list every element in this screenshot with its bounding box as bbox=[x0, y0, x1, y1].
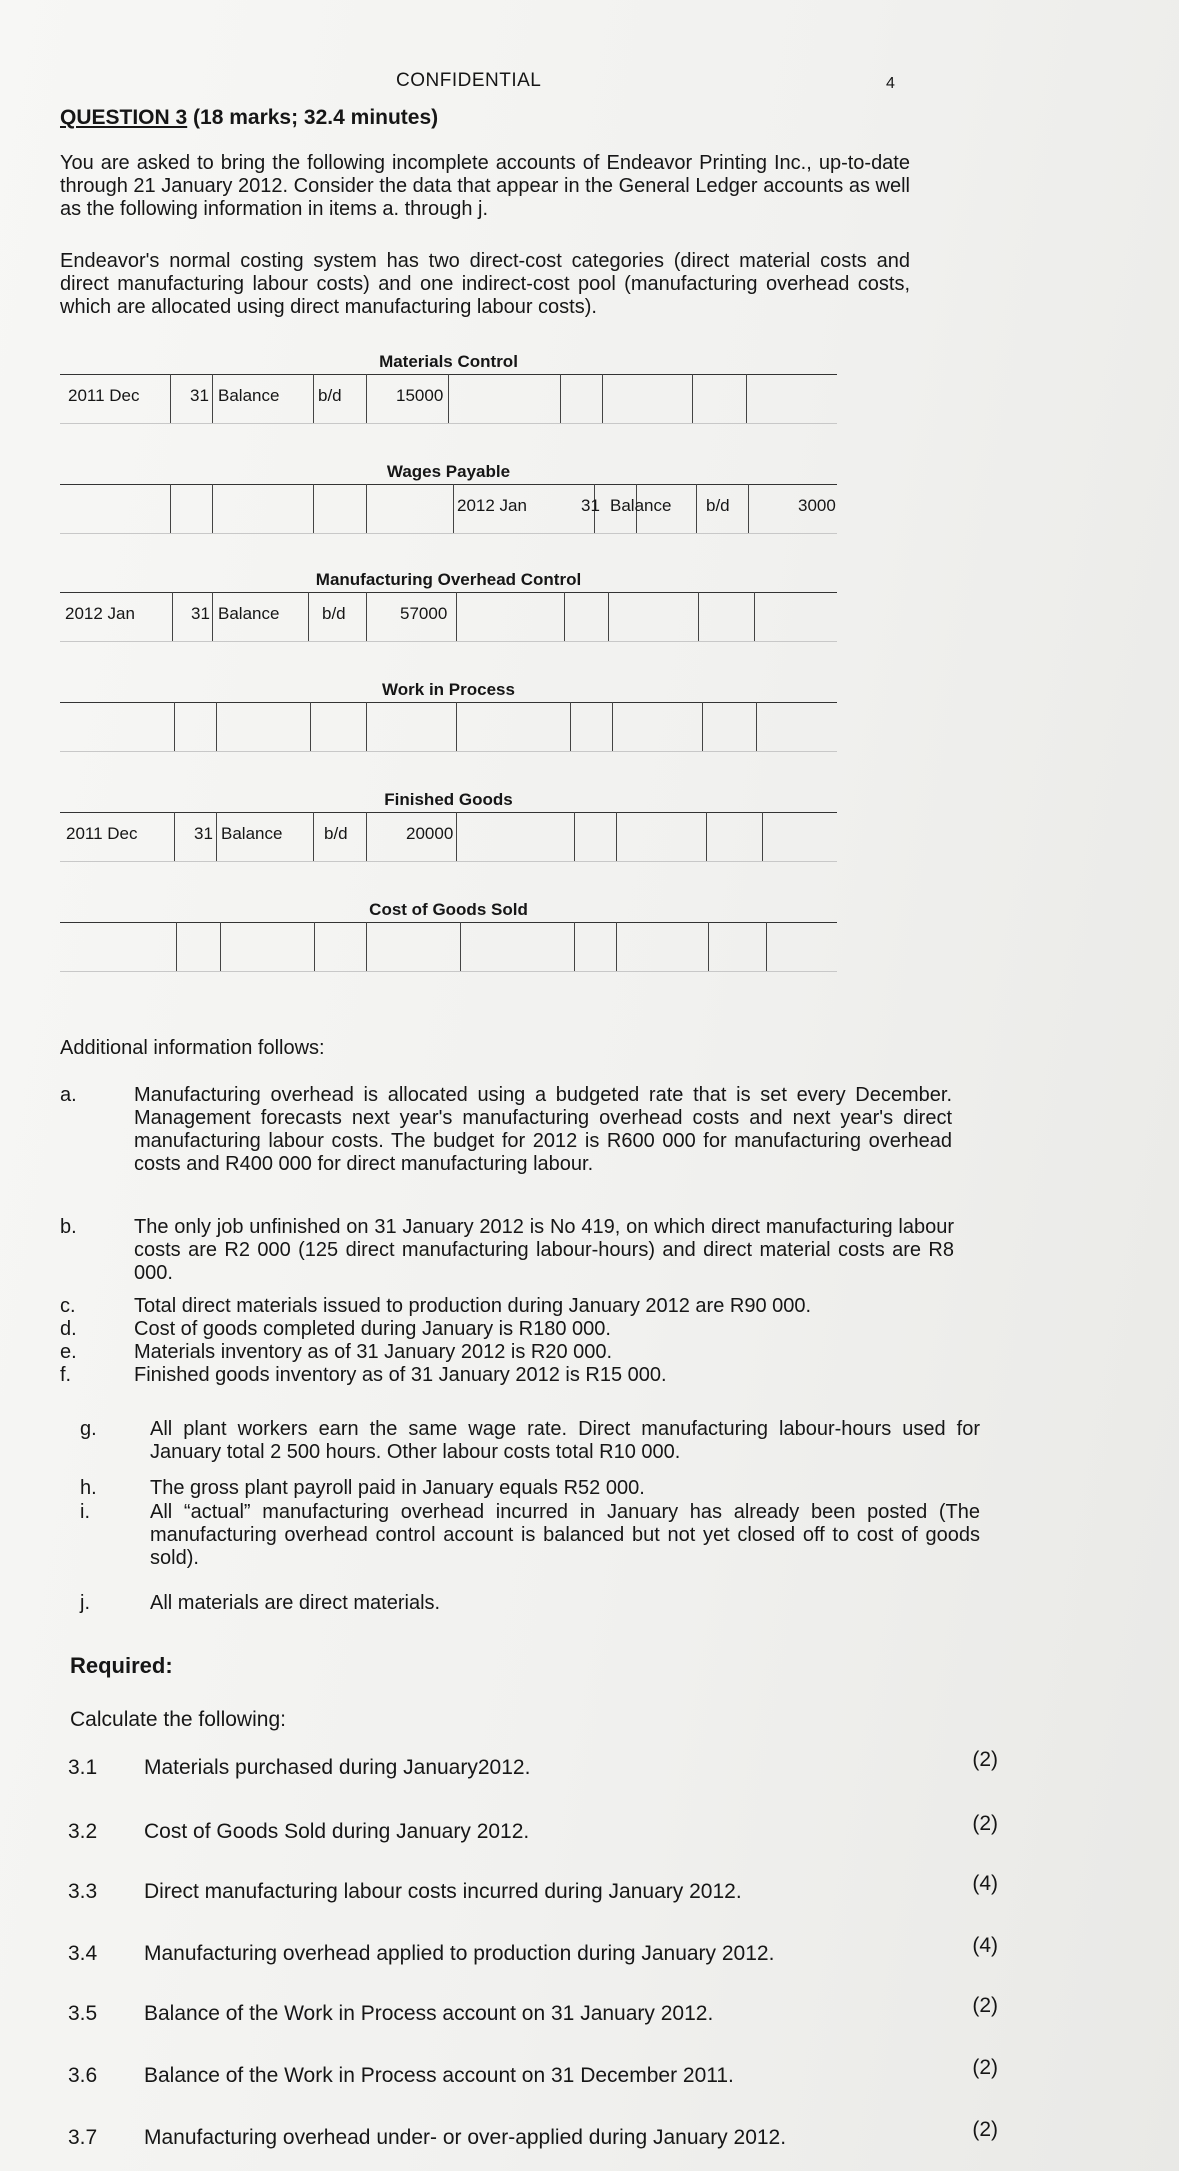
question-marks: (2) bbox=[972, 2056, 998, 2079]
item-text: All materials are direct materials. bbox=[150, 1592, 441, 1614]
ledger-column-line bbox=[560, 374, 561, 424]
ledger-column-line bbox=[460, 922, 461, 972]
ledger-column-line bbox=[314, 922, 315, 972]
item-label: g. bbox=[80, 1418, 97, 1440]
ledger-rule bbox=[60, 484, 837, 485]
question-3-3 bbox=[68, 1872, 998, 1908]
ledger-finished-goods bbox=[60, 790, 837, 862]
item-text: Manufacturing overhead is allocated using a budgeted rate that is set every December. Management forecasts next year's manufacturing overhead costs and next year's direct manufacturing labour costs. The budget for 2012 is R600 000 for manufacturing overhead costs and R400 000 for direct manufacturing labour. bbox=[134, 1084, 952, 1175]
question-num: 3.5 bbox=[68, 2002, 98, 2025]
ledger-column-line bbox=[212, 484, 213, 534]
question-text: Manufacturing overhead under- or over-applied during January 2012. bbox=[144, 2126, 787, 2149]
ledger-column-line bbox=[754, 592, 755, 642]
item-text: The only job unfinished on 31 January 2012 is No 419, on which direct manufacturing labour costs are R2 000 (125 direct manufacturing labour-hours) and direct material costs are R8 000. bbox=[134, 1216, 954, 1284]
ledger-column-line bbox=[456, 702, 457, 752]
ledger-column-line bbox=[456, 592, 457, 642]
ledger-title: Finished Goods bbox=[384, 790, 513, 809]
ledger-title: Wages Payable bbox=[386, 462, 511, 481]
ledger-rule bbox=[60, 812, 837, 813]
page-number: 4 bbox=[886, 75, 895, 92]
question-number: QUESTION 3 bbox=[60, 106, 188, 129]
question-marks: (4) bbox=[972, 1872, 998, 1895]
ledger-column-line bbox=[702, 702, 703, 752]
ledger-column-line bbox=[212, 592, 213, 642]
additional-info-heading: Additional information follows: bbox=[60, 1037, 325, 1059]
question-marks: (2) bbox=[972, 1748, 998, 1771]
ledger-manufacturing-overhead-control bbox=[60, 570, 837, 642]
intro-paragraph: You are asked to bring the following incomplete accounts of Endeavor Printing Inc., up-to-date through 21 January 2012. Consider the data that appear in the General Ledger accounts as well as the following information in items a. through j. bbox=[60, 152, 910, 220]
ledger-column-line bbox=[616, 922, 617, 972]
item-label: d. bbox=[60, 1318, 77, 1340]
ledger-column-line bbox=[746, 374, 747, 424]
ledger-column-line bbox=[216, 812, 217, 862]
required-heading: Required: bbox=[70, 1653, 173, 1678]
ledger-column-line bbox=[310, 702, 311, 752]
ledger-day: 31 bbox=[581, 496, 600, 515]
ledger-column-line bbox=[216, 702, 217, 752]
question-text: Balance of the Work in Process account on 31 December 2011. bbox=[144, 2064, 734, 2087]
question-num: 3.1 bbox=[68, 1756, 98, 1779]
ledger-column-line bbox=[762, 812, 763, 862]
question-text: Direct manufacturing labour costs incurred during January 2012. bbox=[144, 1880, 742, 1903]
question-title bbox=[60, 106, 438, 130]
ledger-column-line bbox=[212, 374, 213, 424]
question-3-6 bbox=[68, 2056, 998, 2092]
ledger-title: Manufacturing Overhead Control bbox=[315, 570, 582, 589]
ledger-column-line bbox=[313, 484, 314, 534]
question-marks: (2) bbox=[972, 1994, 998, 2017]
question-marks: (2) bbox=[972, 2118, 998, 2141]
ledger-column-line bbox=[172, 592, 173, 642]
ledger-column-line bbox=[616, 812, 617, 862]
ledger-column-line bbox=[708, 922, 709, 972]
question-3-5 bbox=[68, 1994, 998, 2030]
ledger-cost-of-goods-sold bbox=[60, 900, 837, 972]
question-3-1 bbox=[68, 1748, 998, 1784]
ledger-column-line bbox=[366, 922, 367, 972]
ledger-folio: b/d bbox=[318, 386, 342, 405]
item-text: Finished goods inventory as of 31 January 2012 is R15 000. bbox=[134, 1364, 667, 1386]
question-meta: (18 marks; 32.4 minutes) bbox=[187, 106, 439, 129]
ledger-column-line bbox=[174, 812, 175, 862]
item-text: Materials inventory as of 31 January 2012 is R20 000. bbox=[134, 1341, 613, 1363]
question-num: 3.7 bbox=[68, 2126, 98, 2149]
ledger-column-line bbox=[706, 812, 707, 862]
ledger-column-line bbox=[308, 592, 309, 642]
ledger-column-line bbox=[602, 374, 603, 424]
ledger-description: Balance bbox=[218, 604, 280, 623]
ledger-title: Cost of Goods Sold bbox=[369, 900, 528, 919]
question-3-2 bbox=[68, 1812, 998, 1848]
ledger-column-line bbox=[766, 922, 767, 972]
question-text: Materials purchased during January2012. bbox=[144, 1756, 531, 1779]
item-label: j. bbox=[80, 1592, 90, 1614]
ledger-column-line bbox=[174, 702, 175, 752]
ledger-rule bbox=[60, 702, 837, 703]
ledger-day: 31 bbox=[194, 824, 213, 843]
ledger-bottom-line bbox=[60, 751, 837, 752]
ledger-column-line bbox=[574, 812, 575, 862]
ledger-column-line bbox=[220, 922, 221, 972]
costing-paragraph: Endeavor's normal costing system has two direct-cost categories (direct material costs and direct manufacturing labour costs) and one indirect-cost pool (manufacturing overhead costs, which are allocated using direct manufacturing labour costs). bbox=[60, 250, 910, 318]
item-label: e. bbox=[60, 1341, 77, 1363]
ledger-title: Work in Process bbox=[382, 680, 515, 699]
item-label: a. bbox=[60, 1084, 77, 1106]
ledger-title: Materials Control bbox=[379, 352, 518, 371]
item-text: The gross plant payroll paid in January equals R52 000. bbox=[150, 1477, 645, 1499]
question-num: 3.2 bbox=[68, 1820, 98, 1843]
question-num: 3.4 bbox=[68, 1942, 98, 1965]
ledger-day: 31 bbox=[190, 386, 209, 405]
ledger-materials-control bbox=[60, 352, 837, 424]
ledger-description: Balance bbox=[610, 496, 672, 515]
item-label: c. bbox=[60, 1295, 76, 1317]
ledger-folio: b/d bbox=[324, 824, 348, 843]
ledger-amount: 57000 bbox=[400, 604, 448, 623]
question-3-4 bbox=[68, 1934, 998, 1970]
question-text: Balance of the Work in Process account on 31 January 2012. bbox=[144, 2002, 714, 2025]
ledger-column-line bbox=[366, 484, 367, 534]
ledger-column-line bbox=[570, 702, 571, 752]
ledger-day: 31 bbox=[191, 604, 210, 623]
question-num: 3.6 bbox=[68, 2064, 98, 2087]
ledger-amount: 15000 bbox=[396, 386, 444, 405]
ledger-column-line bbox=[366, 374, 367, 424]
ledger-date: 2011 Dec bbox=[66, 824, 138, 843]
ledger-column-line bbox=[170, 484, 171, 534]
question-3-7 bbox=[68, 2118, 998, 2154]
item-label: f. bbox=[60, 1364, 72, 1386]
item-text: All “actual” manufacturing overhead incurred in January has already been posted (The manufacturing overhead control account is balanced but not yet closed off to cost of goods sold). bbox=[150, 1501, 980, 1569]
ledger-column-line bbox=[608, 592, 609, 642]
ledger-column-line bbox=[612, 702, 613, 752]
ledger-date: 2012 Jan bbox=[65, 604, 135, 623]
item-text: All plant workers earn the same wage rate. Direct manufacturing labour-hours used for January total 2 500 hours. Other labour costs total R10 000. bbox=[150, 1418, 980, 1463]
confidential-header: CONFIDENTIAL bbox=[396, 70, 542, 91]
ledger-column-line bbox=[696, 484, 697, 534]
ledger-amount: 3000 bbox=[798, 496, 836, 515]
ledger-column-line bbox=[453, 484, 454, 534]
ledger-column-line bbox=[176, 922, 177, 972]
item-label: h. bbox=[80, 1477, 97, 1499]
ledger-column-line bbox=[564, 592, 565, 642]
question-marks: (2) bbox=[972, 1812, 998, 1835]
ledger-column-line bbox=[698, 592, 699, 642]
ledger-column-line bbox=[366, 702, 367, 752]
ledger-column-line bbox=[366, 812, 367, 862]
ledger-column-line bbox=[313, 374, 314, 424]
ledger-date: 2012 Jan bbox=[457, 496, 527, 515]
ledger-description: Balance bbox=[218, 386, 280, 405]
ledger-work-in-process bbox=[60, 680, 837, 752]
ledger-bottom-line bbox=[60, 861, 837, 862]
ledger-column-line bbox=[748, 484, 749, 534]
question-text: Cost of Goods Sold during January 2012. bbox=[144, 1820, 530, 1843]
calculate-instruction: Calculate the following: bbox=[70, 1708, 286, 1731]
ledger-amount: 20000 bbox=[406, 824, 454, 843]
item-label: b. bbox=[60, 1216, 77, 1238]
question-text: Manufacturing overhead applied to production during January 2012. bbox=[144, 1942, 775, 1965]
item-text: Total direct materials issued to production during January 2012 are R90 000. bbox=[134, 1295, 812, 1317]
ledger-description: Balance bbox=[221, 824, 283, 843]
ledger-rule bbox=[60, 592, 837, 593]
ledger-column-line bbox=[574, 922, 575, 972]
ledger-column-line bbox=[756, 702, 757, 752]
ledger-bottom-line bbox=[60, 533, 837, 534]
ledger-folio: b/d bbox=[322, 604, 346, 623]
ledger-bottom-line bbox=[60, 971, 837, 972]
item-text: Cost of goods completed during January is R180 000. bbox=[134, 1318, 611, 1340]
ledger-column-line bbox=[456, 812, 457, 862]
ledger-column-line bbox=[313, 812, 314, 862]
ledger-bottom-line bbox=[60, 641, 837, 642]
question-marks: (4) bbox=[972, 1934, 998, 1957]
ledger-bottom-line bbox=[60, 423, 837, 424]
ledger-column-line bbox=[692, 374, 693, 424]
ledger-folio: b/d bbox=[706, 496, 730, 515]
ledger-column-line bbox=[366, 592, 367, 642]
question-num: 3.3 bbox=[68, 1880, 98, 1903]
ledger-column-line bbox=[448, 374, 449, 424]
ledger-wages-payable bbox=[60, 462, 837, 534]
ledger-column-line bbox=[170, 374, 171, 424]
item-label: i. bbox=[80, 1501, 90, 1523]
ledger-date: 2011 Dec bbox=[68, 386, 140, 405]
